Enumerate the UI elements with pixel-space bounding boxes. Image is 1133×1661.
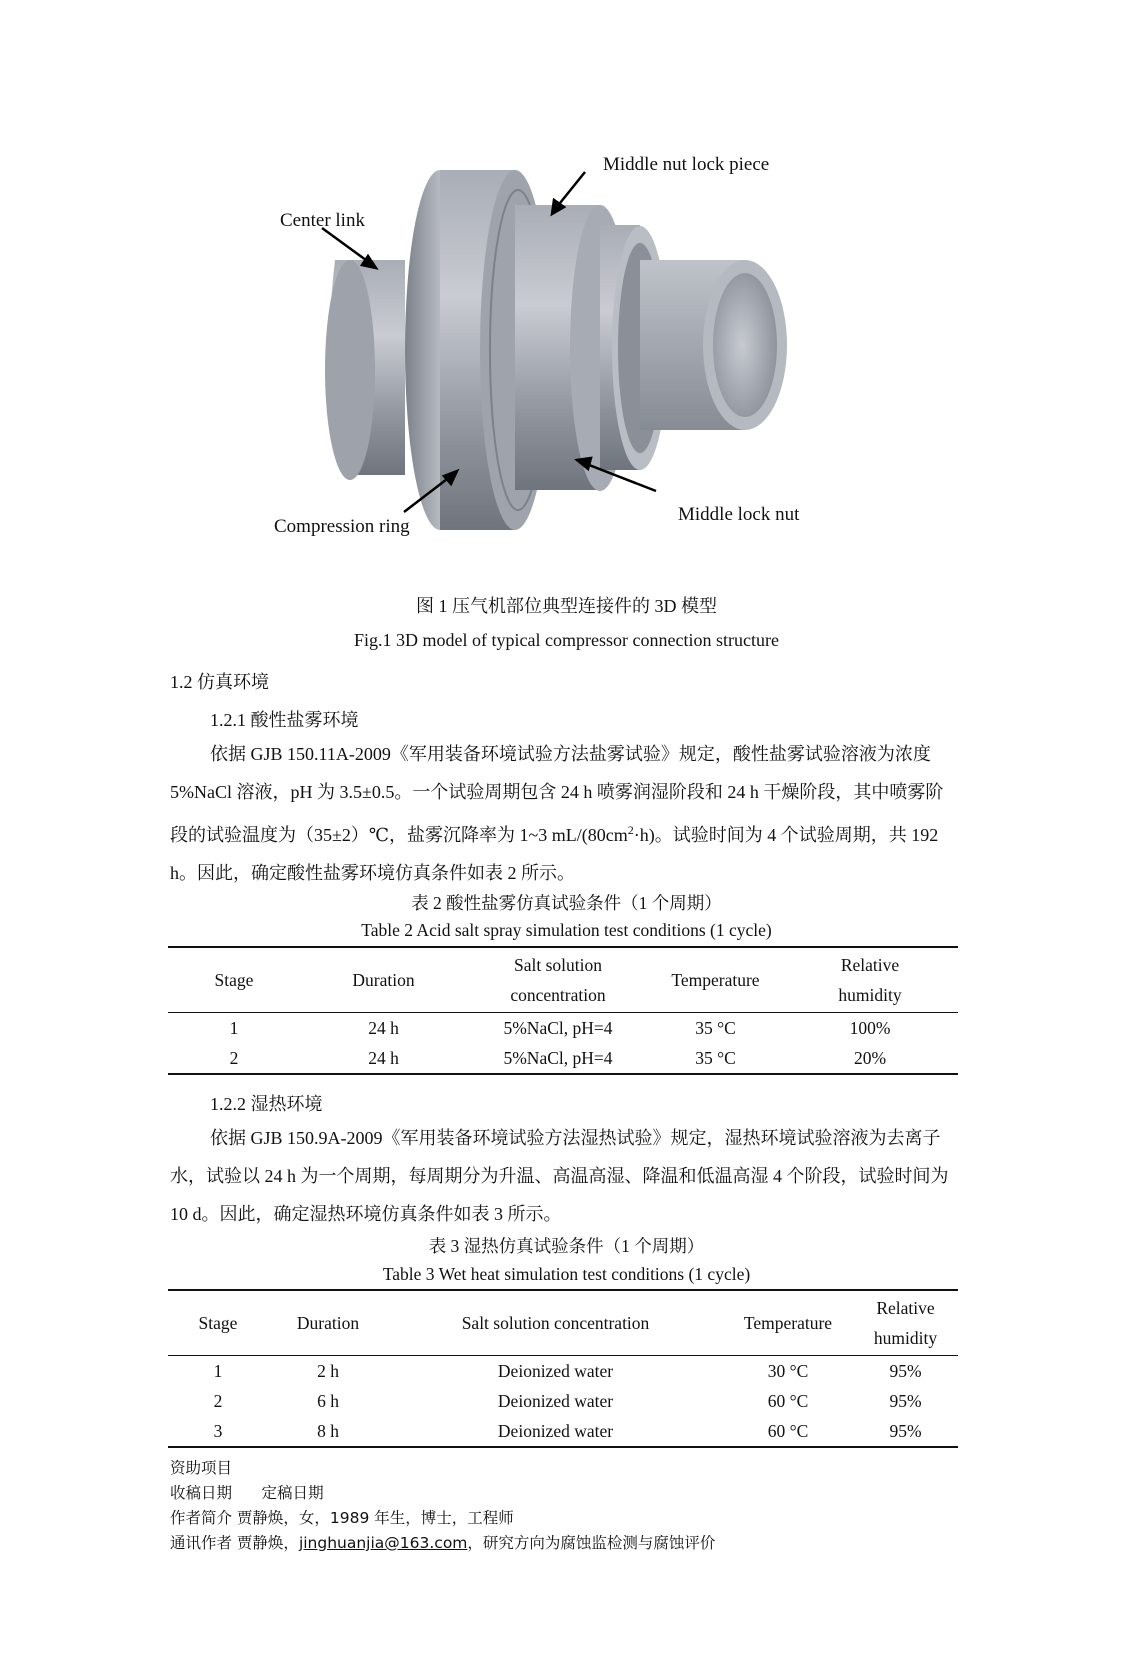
section-heading-1-2: 1.2 仿真环境 <box>170 672 269 692</box>
table-cell: 30 °C <box>767 1361 809 1381</box>
paragraph-acid-salt-spray <box>170 735 955 892</box>
table-header-cell: Duration <box>352 970 415 990</box>
table-cell: 2 h <box>317 1361 339 1381</box>
table-header-cell: Temperature <box>743 1313 833 1333</box>
table-cell: 5%NaCl, pH=4 <box>503 1018 613 1038</box>
table-cell: 20% <box>853 1048 887 1068</box>
table-header-cell: Temperature <box>671 970 760 990</box>
label-center-link: Center link <box>280 210 365 231</box>
footnote-dates: 收稿日期 定稿日期 <box>170 1484 324 1502</box>
table-2-caption-cn: 表 2 酸性盐雾仿真试验条件（1 个周期） <box>411 893 722 913</box>
figure-caption-cn: 图 1 压气机部位典型连接件的 3D 模型 <box>416 596 717 616</box>
table-header-cell: Salt solution concentration <box>510 955 606 1005</box>
section-heading-1-2-1: 1.2.1 酸性盐雾环境 <box>210 710 359 730</box>
figure-caption-en: Fig.1 3D model of typical compressor connection structure <box>354 630 779 650</box>
label-middle-lock-nut: Middle lock nut <box>678 504 800 525</box>
corr-suffix: ，研究方向为腐蚀监检测与腐蚀评价 <box>467 1534 716 1552</box>
paragraph-wet-heat-text: 依据 GJB 150.9A-2009《军用装备环境试验方法湿热试验》规定，湿热环境试验溶液为去离子水，试验以 24 h 为一个周期，每周期分为升温、高温高湿、降温和低温高湿 4 个阶段，试验时间为 10 d。因此，确定湿热环境仿真条件如表 3 所示。 <box>170 1128 949 1224</box>
table-3 <box>168 1289 958 1448</box>
table-cell: 2 <box>213 1391 223 1411</box>
table-cell: 100% <box>849 1018 891 1038</box>
table-3-caption-en: Table 3 Wet heat simulation test conditions (1 cycle) <box>382 1264 751 1284</box>
table-cell: 24 h <box>368 1018 399 1038</box>
table-cell: 60 °C <box>767 1391 809 1411</box>
footnote-author-bio: 作者简介 贾静焕，女，1989 年生，博士，工程师 <box>170 1509 514 1527</box>
table-row <box>168 1356 958 1387</box>
figure-3d-model <box>170 130 970 580</box>
table-2-caption-en: Table 2 Acid salt spray simulation test conditions (1 cycle) <box>361 920 772 940</box>
footnote-funding: 资助项目 <box>170 1459 233 1477</box>
superscript: 2 <box>627 823 634 837</box>
table-cell: 35 °C <box>695 1048 736 1068</box>
footnote-block <box>170 1456 715 1556</box>
table-cell: 2 <box>229 1048 239 1068</box>
paragraph-acid-salt-spray-text: 依据 GJB 150.11A-2009《军用装备环境试验方法盐雾试验》规定，酸性盐雾试验溶液为浓度 5%NaCl 溶液，pH 为 3.5±0.5。一个试验周期包含 24 h 喷雾润湿阶段和 24 h 干燥阶段，其中喷雾阶段的试验温度为（35±2）℃，盐雾沉降率为 1~3 mL/(80cm <box>170 744 944 845</box>
table-header-row <box>168 947 958 1013</box>
table-cell: 3 <box>213 1421 223 1441</box>
table-cell: 95% <box>889 1421 922 1441</box>
table-cell: 1 <box>229 1018 239 1038</box>
table-cell: Deionized water <box>497 1361 614 1381</box>
table-3-caption-cn: 表 3 湿热仿真试验条件（1 个周期） <box>428 1236 705 1256</box>
table-cell: 8 h <box>317 1421 339 1441</box>
table-header-cell: Duration <box>296 1313 360 1333</box>
table-2 <box>168 946 958 1075</box>
table-header-cell: Salt solution concentration <box>461 1313 650 1333</box>
label-compression-ring: Compression ring <box>274 516 410 537</box>
table-cell: 35 °C <box>695 1018 736 1038</box>
email-link[interactable]: jinghuanjia@163.com <box>298 1534 468 1552</box>
paragraph-acid-salt-spray-text-end: ·h)。试验时间为 4 个试验周期，共 192 h。因此，确定酸性盐雾环境仿真条件如表 2 所示。 <box>170 825 939 883</box>
table-row <box>168 1043 958 1074</box>
table-header-cell: Stage <box>198 1313 238 1333</box>
section-heading-1-2-2: 1.2.2 湿热环境 <box>210 1094 323 1114</box>
label-middle-nut-lock-piece: Middle nut lock piece <box>603 154 770 175</box>
table-header-cell: Stage <box>214 970 254 990</box>
table-cell: 60 °C <box>767 1421 809 1441</box>
table-cell: Deionized water <box>497 1421 614 1441</box>
corr-prefix: 通讯作者 贾静焕， <box>170 1534 299 1552</box>
table-header-cell: Relative humidity <box>873 1298 938 1348</box>
table-cell: 24 h <box>368 1048 399 1068</box>
table-row <box>168 1386 958 1416</box>
paragraph-wet-heat <box>170 1119 955 1233</box>
table-row <box>168 1013 958 1044</box>
table-cell: 6 h <box>317 1391 339 1411</box>
table-header-cell: Relative humidity <box>838 955 902 1005</box>
table-cell: 1 <box>213 1361 223 1381</box>
table-cell: 95% <box>889 1361 922 1381</box>
table-cell: Deionized water <box>497 1391 614 1411</box>
table-header-row <box>168 1290 958 1356</box>
footnote-corresponding-author <box>170 1531 715 1556</box>
table-row <box>168 1416 958 1447</box>
connector-3d-illustration <box>170 130 970 580</box>
table-cell: 95% <box>889 1391 922 1411</box>
table-cell: 5%NaCl, pH=4 <box>503 1048 613 1068</box>
